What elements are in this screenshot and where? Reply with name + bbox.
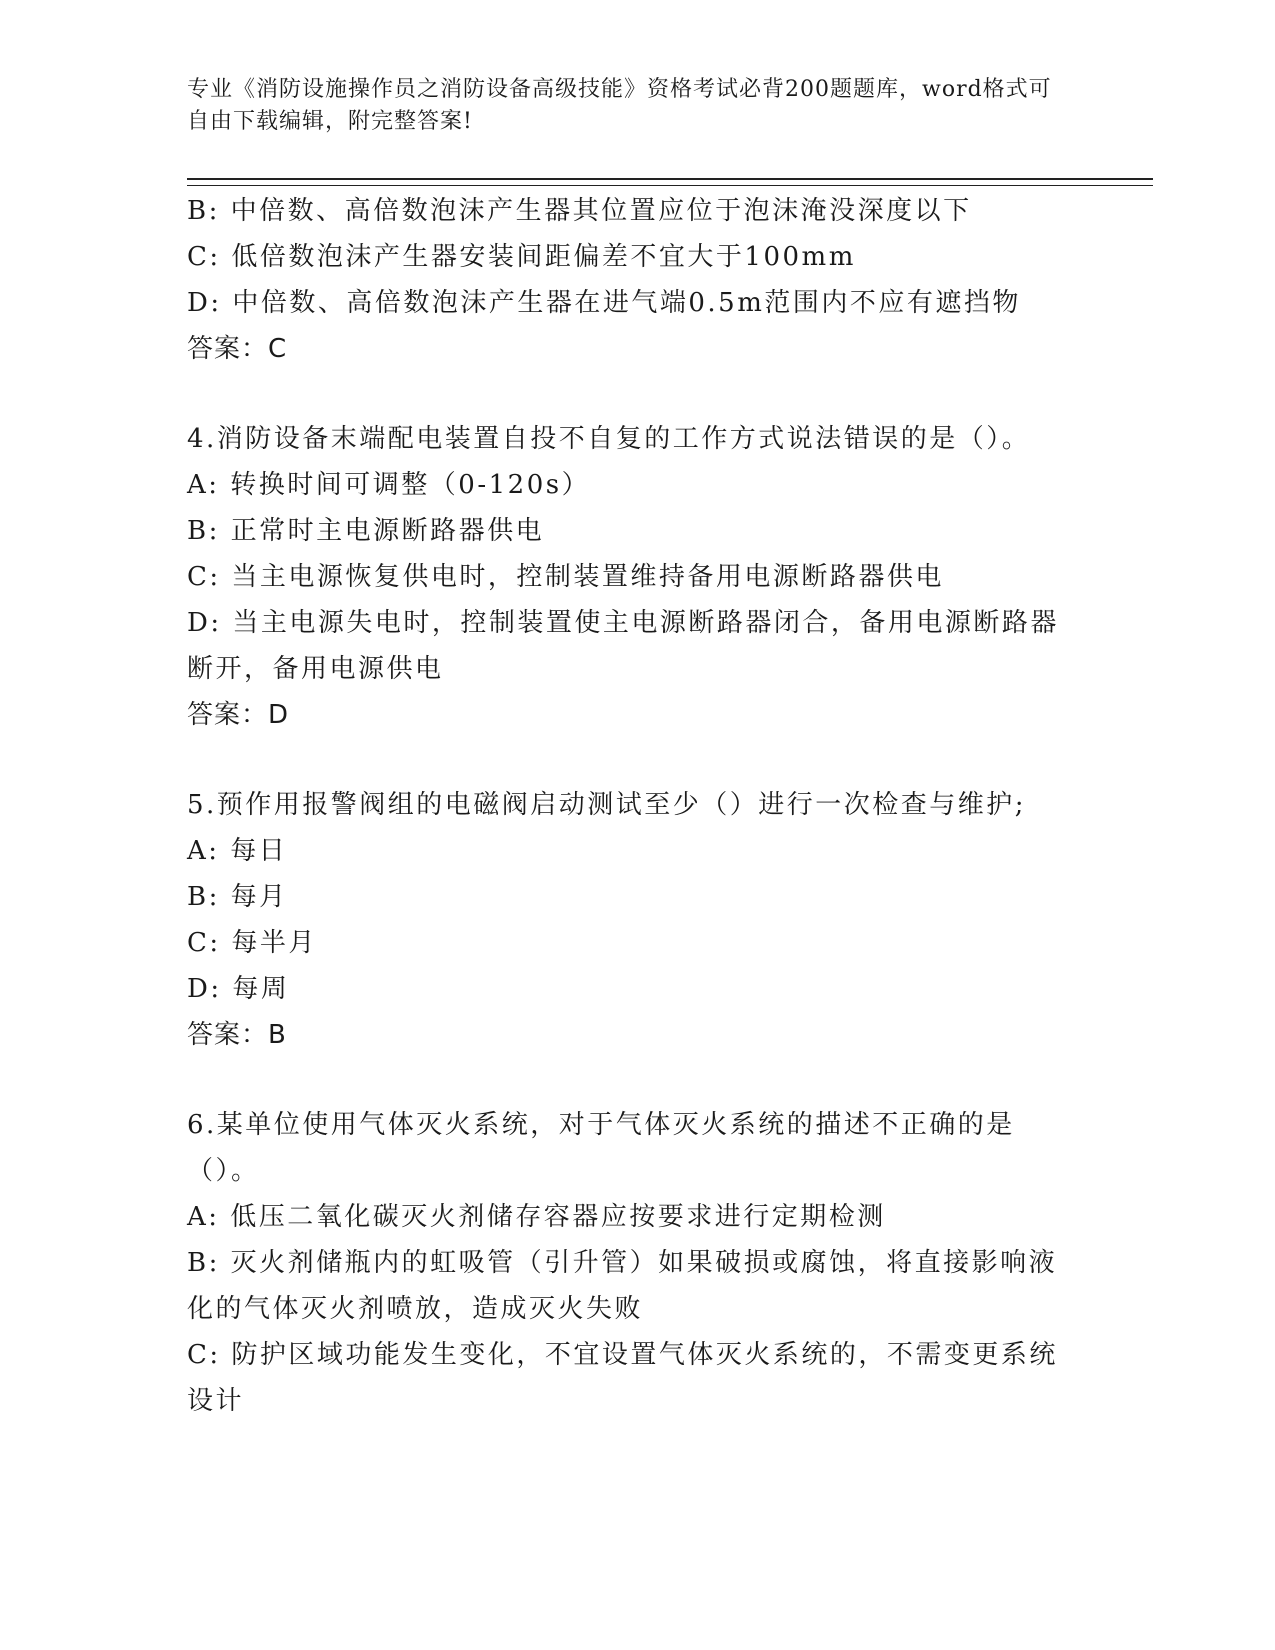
option-a: A: 低压二氧化碳灭火剂储存容器应按要求进行定期检测 (187, 1202, 886, 1232)
question-6 (187, 1102, 1077, 1424)
header-divider (187, 178, 1153, 186)
option-a: A: 转换时间可调整（0-120s） (187, 470, 591, 500)
document-header: 专业《消防设施操作员之消防设备高级技能》资格考试必背200题题库，word格式可自由下载编辑，附完整答案! (187, 77, 1052, 134)
option-c: C: 低倍数泡沫产生器安装间距偏差不宜大于100mm (187, 242, 856, 272)
spacer (187, 372, 1077, 416)
question-5 (187, 782, 1077, 1058)
answer: 答案：B (187, 1020, 287, 1050)
answer: 答案：D (187, 700, 290, 730)
option-b: B: 每月 (187, 882, 288, 912)
option-c: C: 每半月 (187, 928, 317, 958)
option-c: C: 防护区域功能发生变化，不宜设置气体灭火系统的，不需变更系统设计 (187, 1340, 1058, 1416)
question-text: 5.预作用报警阀组的电磁阀启动测试至少（）进行一次检查与维护; (187, 790, 1027, 820)
option-d: D: 当主电源失电时，控制装置使主电源断路器闭合，备用电源断路器断开，备用电源供电 (187, 608, 1059, 684)
question-text: 6.某单位使用气体灭火系统，对于气体灭火系统的描述不正确的是（）。 (187, 1110, 1015, 1186)
spacer (187, 1058, 1077, 1102)
option-a: A: 每日 (187, 836, 288, 866)
option-c: C: 当主电源恢复供电时，控制装置维持备用电源断路器供电 (187, 562, 944, 592)
option-b: B: 灭火剂储瓶内的虹吸管（引升管）如果破损或腐蚀，将直接影响液化的气体灭火剂喷放，造成灭火失败 (187, 1248, 1058, 1324)
question-3-continued (187, 188, 1077, 372)
spacer (187, 738, 1077, 782)
option-b: B: 中倍数、高倍数泡沫产生器其位置应位于泡沫淹没深度以下 (187, 196, 972, 226)
question-4 (187, 416, 1077, 738)
question-text: 4.消防设备末端配电装置自投不自复的工作方式说法错误的是（）。 (187, 424, 1031, 454)
option-d: D: 每周 (187, 974, 290, 1004)
answer: 答案：C (187, 334, 288, 364)
option-b: B: 正常时主电源断路器供电 (187, 516, 545, 546)
document-body (187, 188, 1077, 1424)
option-d: D: 中倍数、高倍数泡沫产生器在进气端0.5m范围内不应有遮挡物 (187, 288, 1021, 318)
